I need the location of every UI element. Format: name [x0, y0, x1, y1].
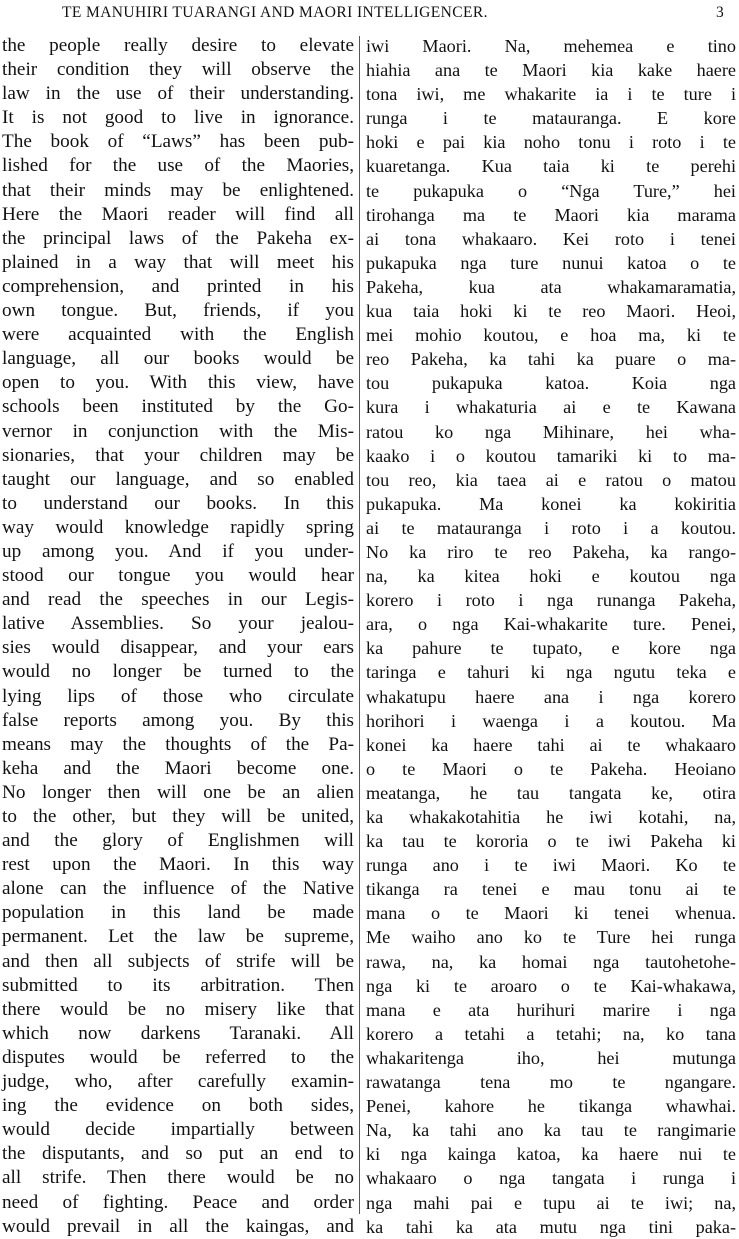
maori-text-line: Pakeha, kua ata whakamaramatia,	[366, 276, 736, 297]
english-text-line: would no longer be turned to the	[2, 661, 354, 683]
maori-text-line: nga mahi pai e tupu ai te iwi; na,	[366, 1192, 736, 1213]
english-text-line: population in this land be made	[2, 902, 354, 924]
english-text-line: to understand our books. In this	[2, 492, 354, 514]
english-text-line: keha and the Maori become one.	[2, 757, 354, 779]
maori-text-line: meatanga, he tau tangata ke, otira	[366, 782, 736, 803]
maori-text-line: ai te matauranga i roto i a koutou.	[366, 517, 736, 538]
maori-text-line: mei mohio koutou, e hoa ma, ki te	[366, 325, 736, 346]
english-text-line: alone can the influence of the Native	[2, 878, 354, 900]
english-text-line: would decide impartially between	[2, 1119, 354, 1141]
english-text-line: all strife. Then there would be no	[2, 1167, 354, 1189]
running-header	[0, 4, 739, 28]
english-text-line: vernor in conjunction with the Mis-	[2, 420, 354, 442]
english-text-line: and then all subjects of strife will be	[2, 950, 354, 972]
maori-text-line: taringa e tahuri ki nga ngutu teka e	[366, 662, 736, 683]
english-text-line: were acquainted with the English	[2, 324, 354, 346]
english-text-line: Here the Maori reader will find all	[2, 203, 354, 225]
maori-text-line: horihori i waenga i a koutou. Ma	[366, 710, 736, 731]
maori-text-line: tona iwi, me whakarite ia i te ture i	[366, 84, 736, 105]
maori-text-line: Na, ka tahi ano ka tau te rangimarie	[366, 1120, 736, 1141]
english-text-line: submitted to its arbitration. Then	[2, 974, 354, 996]
maori-text-line: ai tona whakaaro. Kei roto i tenei	[366, 228, 736, 249]
maori-text-line: na, ka kitea hoki e koutou nga	[366, 566, 736, 587]
english-text-line: lished for the use of the Maories,	[2, 155, 354, 177]
maori-text-line: rawatanga tena mo te ngangare.	[366, 1072, 736, 1093]
maori-text-line: Penei, kahore he tikanga whawhai.	[366, 1096, 736, 1117]
maori-text-line: tirohanga ma te Maori kia marama	[366, 204, 736, 225]
english-text-line: up among you. And if you under-	[2, 540, 354, 562]
maori-text-line: runga ano i te iwi Maori. Ko te	[366, 855, 736, 876]
english-column	[2, 34, 354, 1237]
english-text-line: It is not good to live in ignorance.	[2, 107, 354, 129]
maori-text-line: ratou ko nga Mihinare, hei wha-	[366, 421, 736, 442]
maori-text-line: tou pukapuka katoa. Koia nga	[366, 373, 736, 394]
english-text-line: sies would disappear, and your ears	[2, 637, 354, 659]
english-text-line: stood our tongue you would hear	[2, 565, 354, 587]
maori-text-line: hoki e pai kia noho tonu i roto i te	[366, 132, 736, 153]
maori-text-line: te pukapuka o “Nga Ture,” hei	[366, 180, 736, 201]
maori-text-line: ka pahure te tupato, e kore nga	[366, 638, 736, 659]
english-text-line: judge, who, after carefully examin-	[2, 1071, 354, 1093]
maori-column	[366, 34, 736, 1237]
maori-text-line: tikanga ra tenei e mau tonu ai te	[366, 879, 736, 900]
english-text-line: to the other, but they will be united,	[2, 806, 354, 827]
english-text-line: language, all our books would be	[2, 348, 354, 370]
english-text-line: taught our language, and so enabled	[2, 468, 354, 490]
english-text-line: their condition they will observe the	[2, 59, 354, 81]
english-text-line: the people really desire to elevate	[2, 35, 354, 56]
english-text-line: and the glory of Englishmen will	[2, 830, 354, 852]
english-text-line: would prevail in all the kaingas, and	[2, 1215, 354, 1237]
english-text-line: ing the evidence on both sides,	[2, 1095, 354, 1117]
maori-text-line: mana o te Maori ki tenei whenua.	[366, 903, 736, 924]
maori-text-line: ara, o nga Kai-whakarite ture. Penei,	[366, 614, 736, 635]
english-text-line: own tongue. But, friends, if you	[2, 300, 354, 322]
maori-text-line: kuaretanga. Kua taia ki te perehi	[366, 156, 736, 177]
english-text-line: false reports among you. By this	[2, 709, 354, 731]
english-text-line: open to you. With this view, have	[2, 372, 354, 394]
english-text-line: rest upon the Maori. In this way	[2, 854, 354, 876]
english-text-line: need of fighting. Peace and order	[2, 1191, 354, 1213]
maori-text-line: nga ki te aroaro o te Kai-whakawa,	[366, 975, 736, 996]
maori-text-line: tou reo, kia taea ai e ratou o matou	[366, 469, 736, 490]
maori-text-line: kura i whakaturia ai e te Kawana	[366, 397, 736, 418]
maori-text-line: korero a tetahi a tetahi; na, ko tana	[366, 1023, 736, 1044]
english-text-line: that their minds may be enlightened.	[2, 179, 354, 201]
maori-text-line: ka tau te kororia o te iwi Pakeha ki	[366, 831, 736, 852]
maori-text-line: runga i te matauranga. E kore	[366, 108, 736, 129]
english-text-line: which now darkens Taranaki. All	[2, 1022, 354, 1044]
maori-text-line: ka whakakotahitia he iwi kotahi, na,	[366, 807, 736, 827]
english-text-line: law in the use of their understanding.	[2, 83, 354, 105]
english-text-line: permanent. Let the law be supreme,	[2, 926, 354, 948]
maori-text-line: konei ka haere tahi ai te whakaaro	[366, 734, 736, 755]
maori-text-line: kua taia hoki ki te reo Maori. Heoi,	[366, 301, 736, 322]
english-text-line: there would be no misery like that	[2, 998, 354, 1020]
english-text-line: The book of “Laws” has been pub-	[2, 131, 354, 153]
maori-text-line: Me waiho ano ko te Ture hei runga	[366, 927, 736, 948]
english-text-line: and read the speeches in our Legis-	[2, 589, 354, 611]
english-text-line: No longer then will one be an alien	[2, 781, 354, 803]
english-text-line: means may the thoughts of the Pa-	[2, 733, 354, 755]
maori-text-line: iwi Maori. Na, mehemea e tino	[366, 36, 736, 56]
maori-text-line: whakatupu haere ana i nga korero	[366, 686, 736, 707]
maori-text-line: ki nga kainga katoa, ka haere nui te	[366, 1144, 736, 1165]
english-text-line: the disputants, and so put an end to	[2, 1143, 354, 1165]
english-text-line: schools been instituted by the Go-	[2, 396, 354, 418]
maori-text-line: pukapuka nga ture nunui katoa o te	[366, 252, 736, 273]
english-text-line: way would knowledge rapidly spring	[2, 516, 354, 538]
english-text-line: lying lips of those who circulate	[2, 685, 354, 707]
masthead-title: TE MANUHIRI TUARANGI AND MAORI INTELLIGENCER.	[62, 4, 488, 21]
maori-text-line: reo Pakeha, ka tahi ka puare o ma-	[366, 349, 736, 370]
maori-text-line: mana e ata hurihuri marire i nga	[366, 999, 736, 1020]
maori-text-line: No ka riro te reo Pakeha, ka rango-	[366, 541, 736, 562]
english-text-line: the principal laws of the Pakeha ex-	[2, 227, 354, 249]
english-text-line: comprehension, and printed in his	[2, 275, 354, 297]
maori-text-line: pukapuka. Ma konei ka kokiritia	[366, 493, 736, 514]
maori-text-line: korero i roto i nga runanga Pakeha,	[366, 590, 736, 611]
english-text-line: plained in a way that will meet his	[2, 251, 354, 273]
maori-text-line: ka tahi ka ata mutu nga tini paka-	[366, 1216, 736, 1237]
page-number: 3	[716, 4, 725, 21]
maori-text-line: hiahia ana te Maori kia kake haere	[366, 60, 736, 81]
maori-text-line: whakaritenga iho, hei mutunga	[366, 1047, 736, 1068]
maori-text-line: o te Maori o te Pakeha. Heoiano	[366, 758, 736, 779]
maori-text-line: kaako i o koutou tamariki ki to ma-	[366, 445, 736, 466]
english-text-line: sionaries, that your children may be	[2, 444, 354, 466]
column-divider	[359, 36, 360, 1214]
english-text-line: lative Assemblies. So your jealou-	[2, 613, 354, 635]
maori-text-line: rawa, na, ka homai nga tautohetohe-	[366, 951, 736, 972]
english-text-line: disputes would be referred to the	[2, 1046, 354, 1068]
maori-text-line: whakaaro o nga tangata i runga i	[366, 1168, 736, 1189]
